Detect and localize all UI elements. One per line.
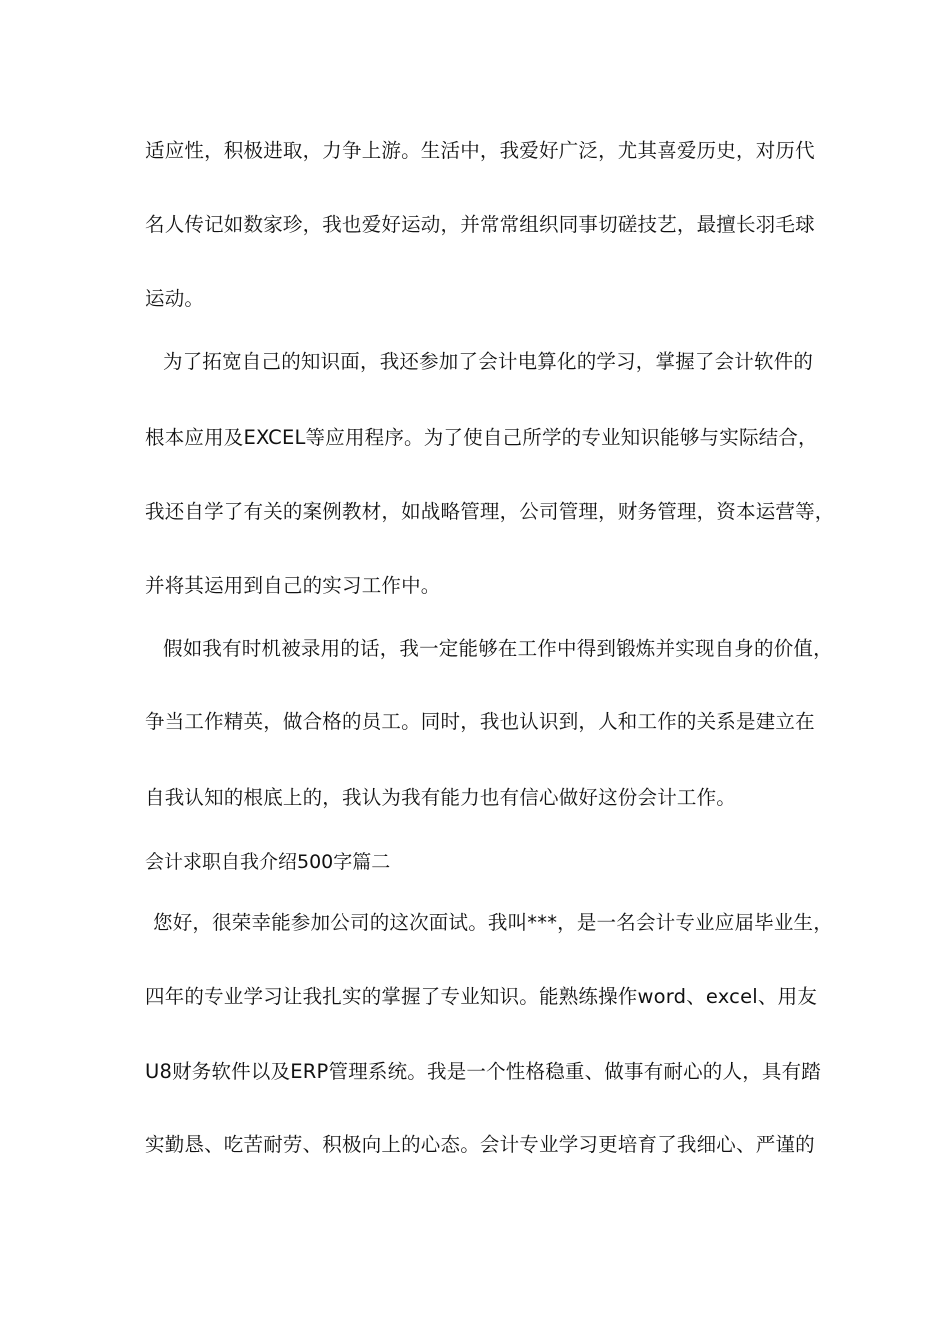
paragraph-line: 您好，很荣幸能参加公司的这次面试。我叫***，是一名会计专业应届毕业生， xyxy=(153,911,833,934)
paragraph-line: 并将其运用到自己的实习工作中。 xyxy=(145,574,441,597)
paragraph-line: 名人传记如数家珍，我也爱好运动，并常常组织同事切磋技艺，最擅长羽毛球 xyxy=(145,213,815,236)
paragraph-line: 根本应用及EXCEL等应用程序。为了使自己所学的专业知识能够与实际结合， xyxy=(145,426,818,449)
paragraph-line: 我还自学了有关的案例教材，如战略管理，公司管理，财务管理，资本运营等， xyxy=(145,500,835,523)
paragraph-line: U8财务软件以及ERP管理系统。我是一个性格稳重、做事有耐心的人，具有踏 xyxy=(145,1060,822,1083)
paragraph-line: 为了拓宽自己的知识面，我还参加了会计电算化的学习，掌握了会计软件的 xyxy=(163,350,814,373)
paragraph-line: 四年的专业学习让我扎实的掌握了专业知识。能熟练操作word、excel、用友 xyxy=(145,985,818,1008)
paragraph-line: 运动。 xyxy=(145,287,205,310)
section-heading: 会计求职自我介绍500字篇二 xyxy=(145,851,391,873)
paragraph-line: 实勤恳、吃苦耐劳、积极向上的心态。会计专业学习更培育了我细心、严谨的 xyxy=(145,1133,815,1156)
paragraph-line: 适应性，积极进取，力争上游。生活中，我爱好广泛，尤其喜爱历史，对历代 xyxy=(145,139,815,162)
paragraph-line: 自我认知的根底上的，我认为我有能力也有信心做好这份会计工作。 xyxy=(145,786,737,809)
paragraph-line: 争当工作精英，做合格的员工。同时，我也认识到，人和工作的关系是建立在 xyxy=(145,710,815,733)
paragraph-line: 假如我有时机被录用的话，我一定能够在工作中得到锻炼并实现自身的价值， xyxy=(163,637,833,660)
